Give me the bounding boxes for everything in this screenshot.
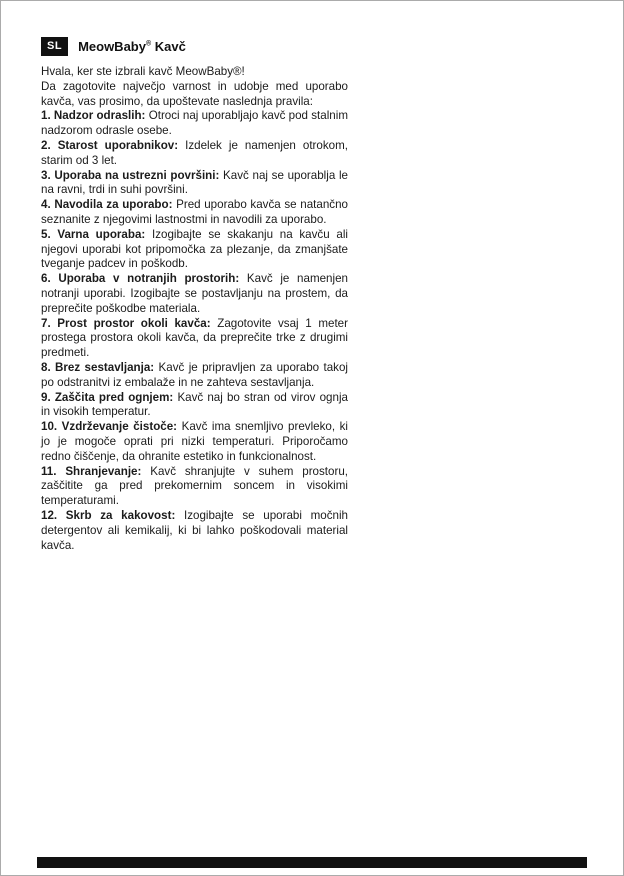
rule-text: Kavč naj se uporablja le na ravni, trdi in suhi površini.	[41, 168, 348, 197]
rule-item-10	[41, 420, 348, 464]
rule-item-9	[41, 391, 348, 421]
rule-label: 11. Shranjevanje:	[41, 464, 142, 478]
rule-label: 10. Vzdrževanje čistoče:	[41, 420, 178, 434]
rule-label: 7. Prost prostor okoli kavča:	[41, 316, 211, 330]
page-title	[78, 39, 186, 54]
rule-item-4	[41, 198, 348, 228]
rule-item-12	[41, 509, 348, 553]
rule-text: Kavč naj bo stran od virov ognja in visokih temperatur.	[41, 390, 348, 419]
rule-text: Kavč ima snemljivo prevleko, ki jo je mogoče oprati pri nizki temperaturi. Priporočamo redno čiščenje, da ohranite estetiko in funkcionalnost.	[41, 420, 348, 463]
rule-label: 8. Brez sestavljanja:	[41, 360, 155, 374]
brand-name: MeowBaby	[78, 39, 146, 54]
rule-text: Izogibajte se uporabi močnih detergentov ali kemikalij, ki bi lahko poškodovali material kavča.	[41, 508, 348, 552]
registered-trademark-symbol: ®	[145, 40, 152, 48]
rule-label: 3. Uporaba na ustrezni površini:	[41, 168, 220, 182]
rule-item-8	[41, 361, 348, 391]
rule-item-6	[41, 272, 348, 316]
header	[41, 37, 186, 56]
rule-text: Kavč je pripravljen za uporabo takoj po odstranitvi iz embalaže in ne zahteva sestavljanja.	[41, 360, 348, 389]
product-name: Kavč	[151, 39, 186, 54]
rule-label: 6. Uporaba v notranjih prostorih:	[41, 272, 240, 286]
rule-label: 1. Nadzor odraslih:	[41, 109, 146, 123]
rule-item-7	[41, 317, 348, 361]
rule-text: Otroci naj uporabljajo kavč pod stalnim nadzorom odrasle osebe.	[41, 109, 348, 138]
rule-item-2	[41, 139, 348, 169]
rule-text: Izogibajte se skakanju na kavču ali njegovi uporabi kot pripomočka za plezanje, da zmanjšate tveganje padcev in poškodb.	[41, 227, 348, 271]
rule-text: Izdelek je namenjen otrokom, starim od 3 let.	[41, 138, 348, 167]
intro-thanks-line: Hvala, ker ste izbrali kavč MeowBaby®!	[41, 65, 245, 78]
rule-text: Pred uporabo kavča se natančno seznanite z njegovimi lastnostmi in navodili za uporabo.	[41, 198, 348, 226]
rule-item-1	[41, 109, 348, 139]
rule-label: 4. Navodila za uporabo:	[41, 198, 173, 212]
rule-label: 9. Zaščita pred ognjem:	[41, 390, 174, 404]
rule-item-3	[41, 169, 348, 199]
body-text	[41, 65, 348, 553]
rule-text: Kavč je namenjen notranji uporabi. Izogibajte se postavljanju na prostem, da preprečite poškodbe materiala.	[41, 272, 348, 315]
rule-label: 5. Varna uporaba:	[41, 227, 146, 241]
rule-label: 12. Skrb za kakovost:	[41, 508, 176, 522]
intro-paragraph: Da zagotovite največjo varnost in udobje med uporabo kavča, vas prosimo, da upoštevate naslednja pravila:	[41, 79, 348, 108]
rule-text: Kavč shranjujte v suhem prostoru, zaščitite ga pred prekomernim soncem in visokimi temperaturami.	[41, 464, 348, 508]
rule-item-11	[41, 465, 348, 509]
rule-text: Zagotovite vsaj 1 meter prostega prostora okoli kavča, da preprečite trke z drugimi predmeti.	[41, 316, 348, 360]
footer-bar	[37, 857, 587, 868]
rule-item-5	[41, 228, 348, 272]
language-badge: SL	[41, 37, 68, 56]
rule-label: 2. Starost uporabnikov:	[41, 138, 179, 152]
